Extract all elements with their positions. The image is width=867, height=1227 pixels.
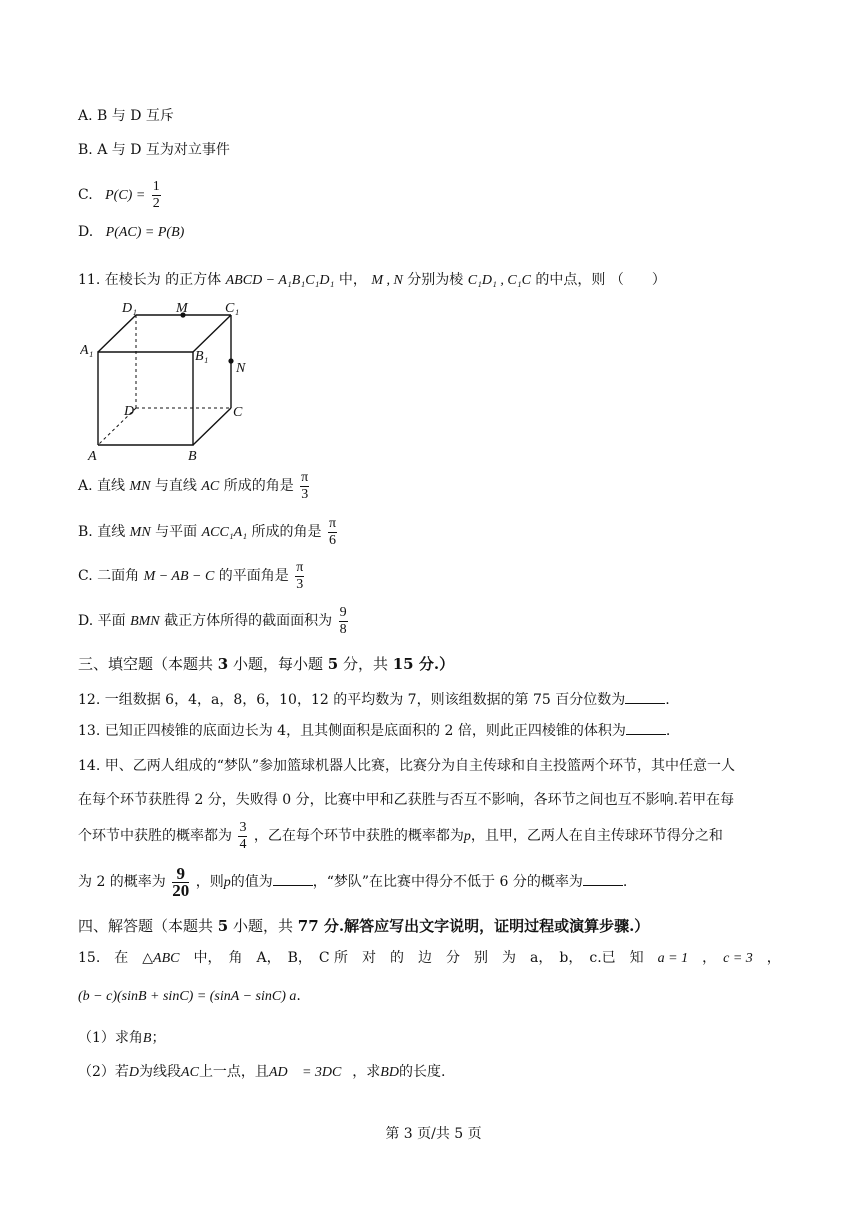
page-footer: 第 3 页/共 5 页	[385, 1126, 482, 1142]
question-end: .	[665, 723, 671, 739]
vector-equation: AD⃗ = 3DC⃗	[268, 1065, 353, 1080]
q15-part-1	[78, 1028, 165, 1049]
heading-number: 5	[217, 917, 229, 935]
fraction-denominator: 3	[296, 576, 304, 592]
fraction-denominator: 20	[172, 880, 190, 900]
q11-option-b	[78, 512, 339, 553]
dihedral-angle: M − AB − C	[143, 569, 215, 584]
cube-name: ABCD − A₁B₁C₁D₁	[225, 273, 335, 288]
option-text: B. 直线	[78, 524, 126, 540]
label-a1: A₁	[80, 343, 94, 358]
q14-line-2: 在每个环节获胜得 2 分，失败得 0 分，比赛中甲和乙获胜与否互不影响，各环节之间也互不影响.若甲在每	[78, 792, 735, 808]
option-text: C. 二面角	[78, 568, 140, 584]
equation: (b − c)(sinB + sinC) = (sinA − sinC) a	[78, 989, 297, 1004]
section-3-heading	[78, 654, 454, 674]
heading-text: 小题，每小题	[228, 655, 328, 673]
edge-names: C₁D₁ , C₁C	[467, 273, 531, 288]
stem-text: 中，	[338, 272, 367, 288]
question-text: （2）若	[78, 1064, 129, 1080]
question-text: ，乙在每个环节中获胜的概率都为	[253, 828, 464, 844]
fraction-numerator: π	[301, 469, 309, 485]
answer-blank	[625, 691, 665, 704]
q14-line-3	[78, 816, 723, 857]
fraction	[339, 605, 348, 638]
heading-text: 小题，共	[228, 917, 298, 935]
heading-number: 15	[392, 655, 414, 673]
question-end: .	[665, 692, 670, 708]
segment-ac: AC	[181, 1065, 199, 1080]
fraction-numerator: 9	[172, 866, 189, 883]
fraction-numerator: π	[328, 515, 337, 531]
option-text: 与直线	[154, 478, 197, 494]
question-text: （1）求角	[78, 1030, 143, 1046]
q14-line-4	[78, 862, 627, 903]
fraction	[238, 820, 247, 853]
stem-text: 分别为棱	[407, 272, 464, 288]
heading-number: 5	[327, 655, 339, 673]
q12	[78, 690, 670, 710]
option-formula: P(C) =	[105, 188, 146, 203]
label-d: D	[124, 404, 135, 419]
fraction-numerator: 9	[339, 604, 347, 620]
question-text: 的值为	[230, 874, 273, 890]
cube-edge	[193, 408, 231, 445]
option-label: D.	[78, 224, 94, 240]
q15-line-2	[78, 986, 301, 1007]
fraction-denominator: 4	[239, 836, 247, 852]
fraction-denominator: 8	[339, 621, 347, 637]
question-text: 15. 在	[78, 950, 143, 966]
fraction-denominator: 3	[301, 486, 309, 502]
line-name: MN	[129, 525, 151, 540]
fraction	[300, 470, 309, 503]
answer-blank	[583, 873, 623, 886]
cube-edge	[98, 352, 193, 445]
option-text: 的平面角是	[218, 568, 289, 584]
q11-stem	[78, 270, 666, 291]
heading-text: 分，共	[338, 655, 393, 673]
option-text: 所成的角是	[223, 478, 294, 494]
answer-blank	[273, 873, 313, 886]
fraction-numerator: π	[296, 559, 304, 575]
q10-option-b: B. A 与 D 互为对立事件	[78, 142, 230, 158]
question-text: 个环节中获胜的概率都为	[78, 828, 232, 844]
variable-b: B	[142, 1031, 152, 1046]
question-text: 为线段	[139, 1064, 182, 1080]
question-text: ；	[151, 1030, 166, 1046]
q11-option-c	[78, 556, 306, 597]
q10-option-d	[78, 222, 184, 243]
section-4-heading	[78, 916, 649, 936]
cube-edge	[193, 315, 231, 352]
q11-option-d	[78, 601, 350, 642]
label-d1: D₁	[122, 301, 137, 316]
heading-text: 四、解答题（本题共	[78, 917, 218, 935]
question-text: ，“梦队”在比赛中得分不低于 6 分的概率为	[312, 874, 583, 890]
label-n: N	[236, 361, 246, 376]
heading-text: 三、填空题（本题共	[78, 655, 218, 673]
heading-text: 分.解答应写出文字说明，证明过程或演算步骤.）	[318, 917, 650, 935]
segment-bd: BD	[380, 1065, 399, 1080]
label-m: M	[176, 301, 188, 316]
plane-name: BMN	[130, 614, 160, 629]
cube-figure	[80, 298, 260, 468]
option-text: 截正方体所得的截面面积为	[164, 613, 333, 629]
q13	[78, 721, 670, 741]
option-text: 与平面	[155, 524, 198, 540]
question-text: ，	[688, 950, 724, 966]
option-label: C.	[78, 187, 93, 203]
question-text: ，则	[195, 874, 224, 890]
fraction	[328, 516, 337, 549]
fraction	[172, 863, 190, 900]
q14-line-1: 14. 甲、乙两人组成的“梦队”参加篮球机器人比赛，比赛分为自主传球和自主投篮两个环节，其中任意一人	[78, 758, 736, 774]
heading-number: 77	[297, 917, 319, 935]
q10-option-c	[78, 176, 163, 215]
question-text: ，	[752, 950, 781, 966]
heading-number: 3	[217, 655, 229, 673]
point-n	[228, 358, 233, 363]
line-name: MN	[129, 479, 151, 494]
fraction	[152, 179, 161, 212]
option-text: 所成的角是	[251, 524, 322, 540]
question-end: .	[296, 988, 301, 1004]
variable-p: p	[463, 829, 471, 844]
option-text: A. 直线	[78, 478, 126, 494]
triangle-name: △ABC	[142, 951, 180, 966]
point-names: M , N	[371, 273, 403, 288]
fraction-denominator: 6	[329, 532, 337, 548]
fraction-denominator: 2	[152, 195, 160, 211]
question-end: .	[622, 874, 628, 890]
fraction-numerator: 1	[152, 178, 160, 194]
question-text: 的长度.	[398, 1064, 446, 1080]
stem-text: 11. 在棱长为 的正方体	[78, 272, 222, 288]
label-b: B	[188, 449, 197, 464]
cube-edge	[98, 315, 136, 352]
label-b1: B₁	[195, 349, 209, 364]
variable-p: p	[223, 875, 231, 890]
label-c: C	[233, 405, 243, 420]
option-text: D. 平面	[78, 613, 126, 629]
option-formula: P(AC) = P(B)	[105, 225, 185, 240]
question-text: ，求	[352, 1064, 381, 1080]
plane-name: ACC₁A₁	[201, 525, 248, 540]
q15-line-1	[78, 948, 781, 969]
heading-text: 分.）	[413, 655, 455, 673]
stem-text: 的中点，则 （ ）	[535, 272, 666, 288]
fraction-numerator: 3	[239, 819, 247, 835]
question-text: 上一点，且	[198, 1064, 269, 1080]
question-text: 中， 角 A， B， C 所 对 的 边 分 别 为 a， b， c.已 知	[179, 950, 658, 966]
answer-blank	[626, 722, 666, 735]
question-text: 13. 已知正四棱锥的底面边长为 4，且其侧面积是底面积的 2 倍，则此正四棱锥的体积为	[78, 723, 626, 739]
label-c1: C₁	[225, 301, 240, 316]
point-d: D	[128, 1065, 140, 1080]
label-a: A	[88, 449, 97, 464]
question-text: 12. 一组数据 6，4，a，8，6，10，12 的平均数为 7，则该组数据的第 75 百分位数为	[78, 692, 626, 708]
question-text: ，且甲，乙两人在自主传球环节得分之和	[470, 828, 723, 844]
question-text: 为 2 的概率为	[78, 874, 166, 890]
q11-option-a	[78, 466, 311, 507]
q10-option-a: A. B 与 D 互斥	[78, 108, 174, 124]
fraction	[295, 560, 304, 593]
q15-part-2	[78, 1062, 445, 1083]
given-c: c = 3	[723, 951, 753, 966]
line-name: AC	[201, 479, 220, 494]
given-a: a = 1	[657, 951, 689, 966]
